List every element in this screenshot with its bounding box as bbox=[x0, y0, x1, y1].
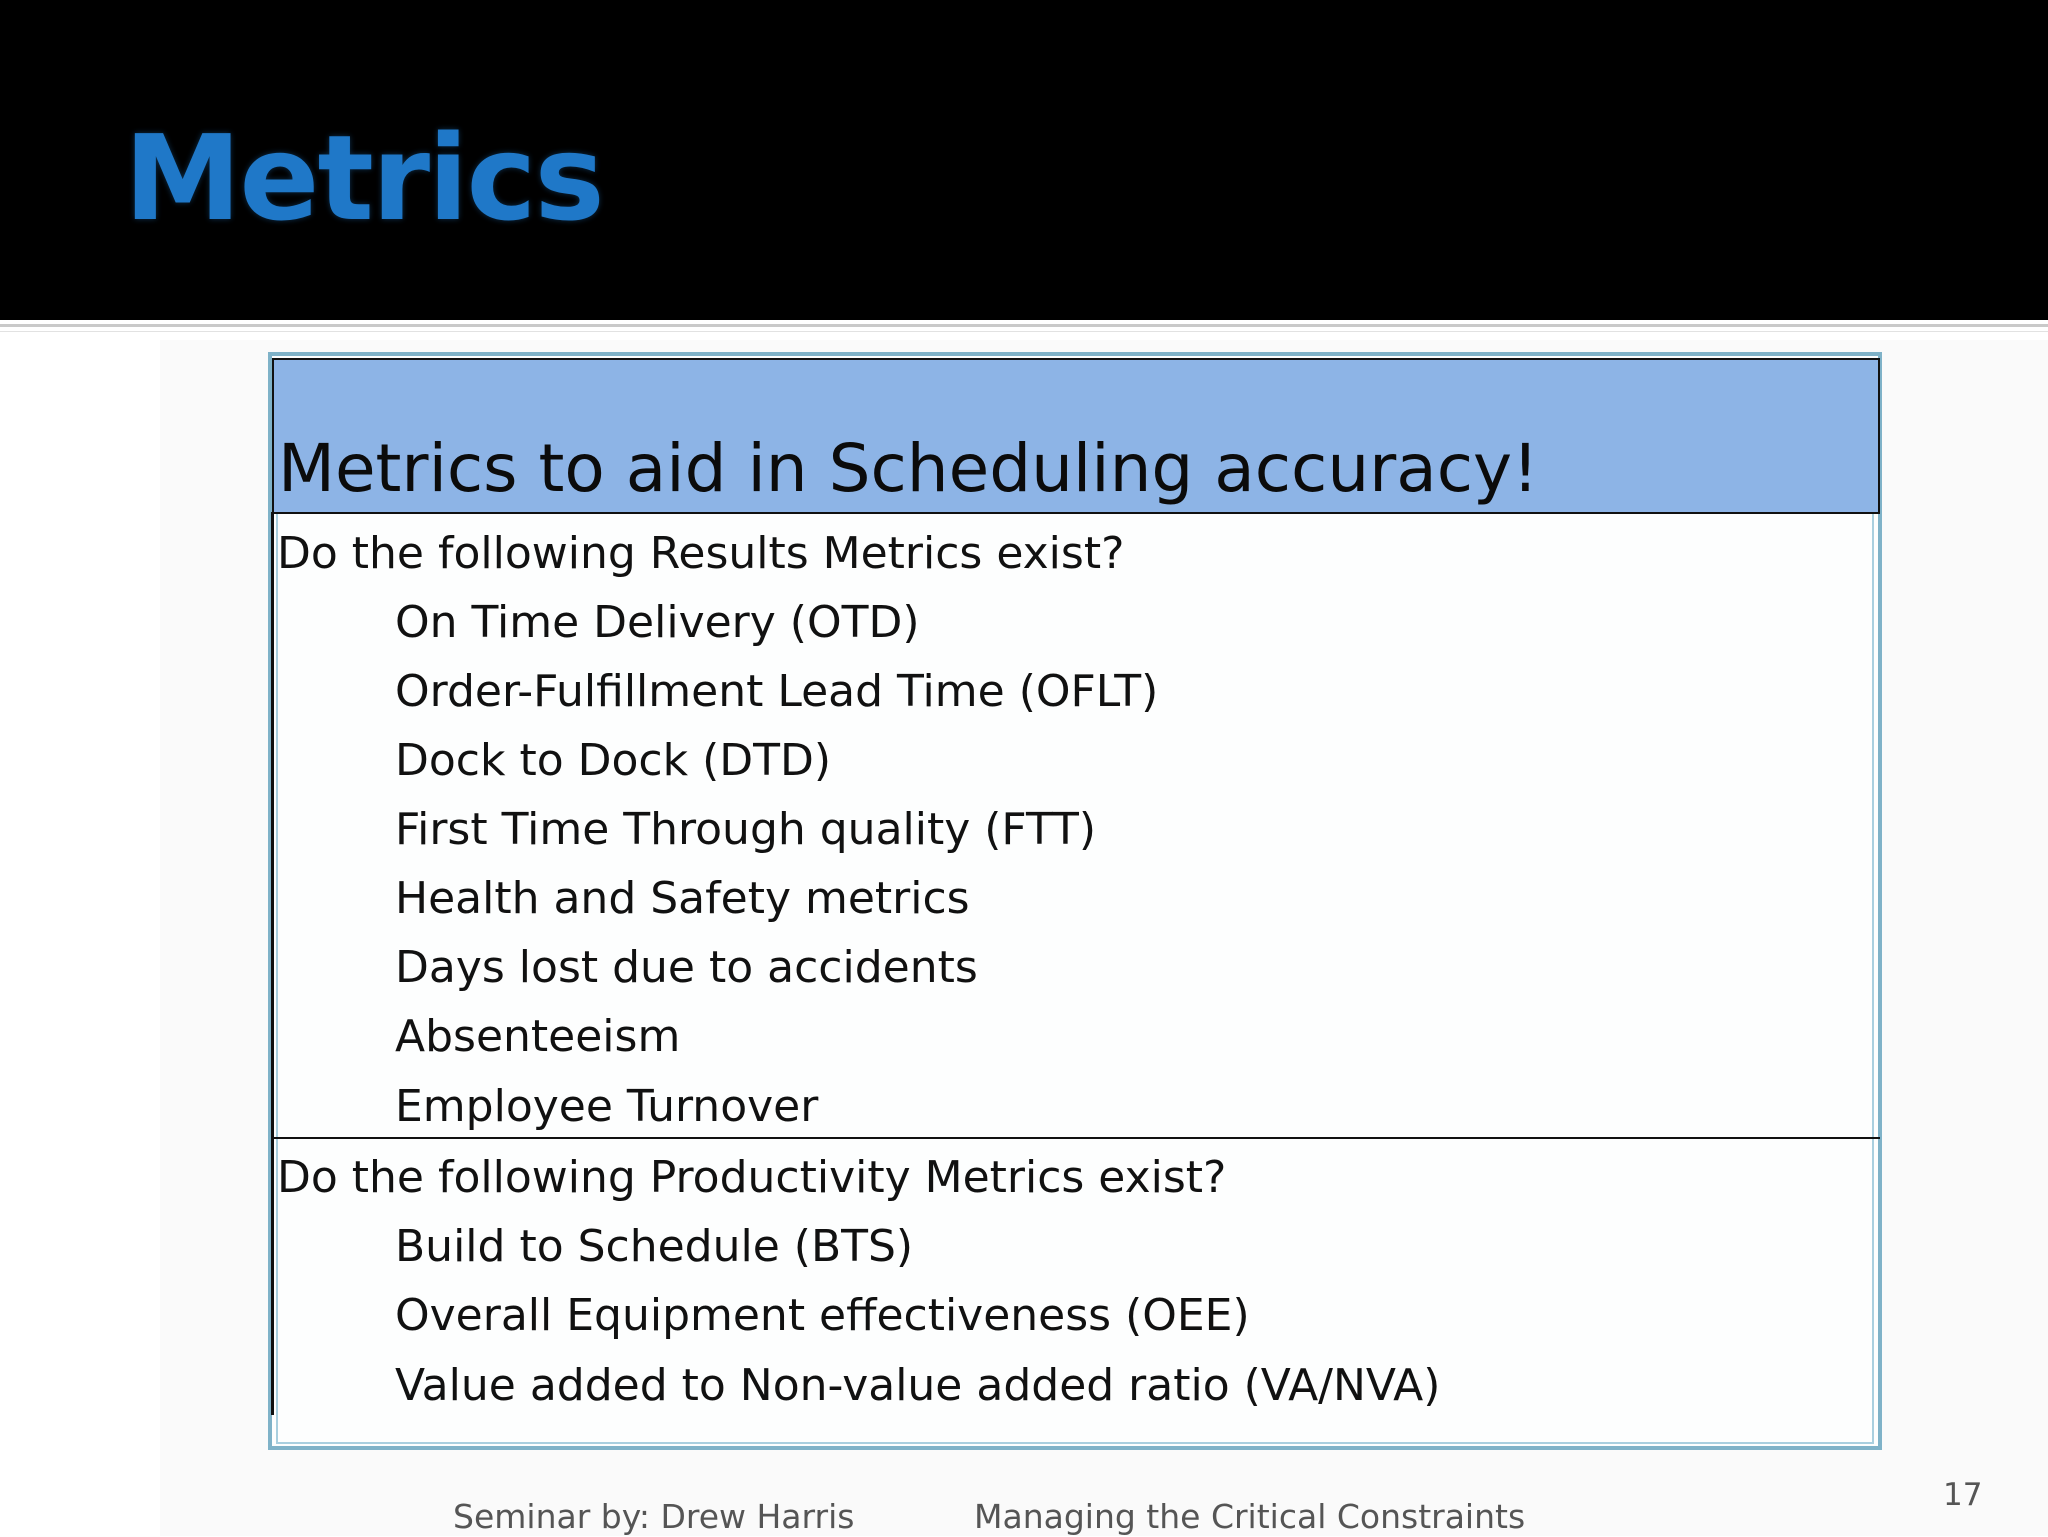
list-item: Absenteeism bbox=[395, 1011, 681, 1062]
footer-presenter: Seminar by: Drew Harris bbox=[453, 1497, 855, 1536]
list-item: Build to Schedule (BTS) bbox=[395, 1221, 914, 1272]
section-divider bbox=[273, 1137, 1880, 1139]
list-item: On Time Delivery (OTD) bbox=[395, 597, 920, 648]
title-divider-thin bbox=[0, 331, 2048, 332]
list-item: Days lost due to accidents bbox=[395, 942, 978, 993]
list-item: Health and Safety metrics bbox=[395, 873, 970, 924]
list-item: Order-Fulfillment Lead Time (OFLT) bbox=[395, 666, 1159, 717]
footer-topic: Managing the Critical Constraints bbox=[974, 1497, 1526, 1536]
slide-number: 17 bbox=[1943, 1477, 1983, 1513]
productivity-metrics-question: Do the following Productivity Metrics exist? bbox=[277, 1152, 1227, 1203]
results-metrics-question: Do the following Results Metrics exist? bbox=[277, 528, 1125, 579]
table-header bbox=[272, 358, 1880, 514]
slide-title: Metrics bbox=[124, 109, 603, 247]
list-item: First Time Through quality (FTT) bbox=[395, 804, 1097, 855]
title-divider bbox=[0, 324, 2048, 327]
list-item: Overall Equipment effectiveness (OEE) bbox=[395, 1290, 1250, 1341]
list-item: Dock to Dock (DTD) bbox=[395, 735, 832, 786]
list-item: Value added to Non-value added ratio (VA/NVA) bbox=[395, 1360, 1441, 1411]
list-item: Employee Turnover bbox=[395, 1081, 819, 1132]
table-header-text: Metrics to aid in Scheduling accuracy! bbox=[278, 430, 1539, 507]
title-bar bbox=[0, 0, 2048, 320]
table-left-border bbox=[271, 512, 274, 1415]
